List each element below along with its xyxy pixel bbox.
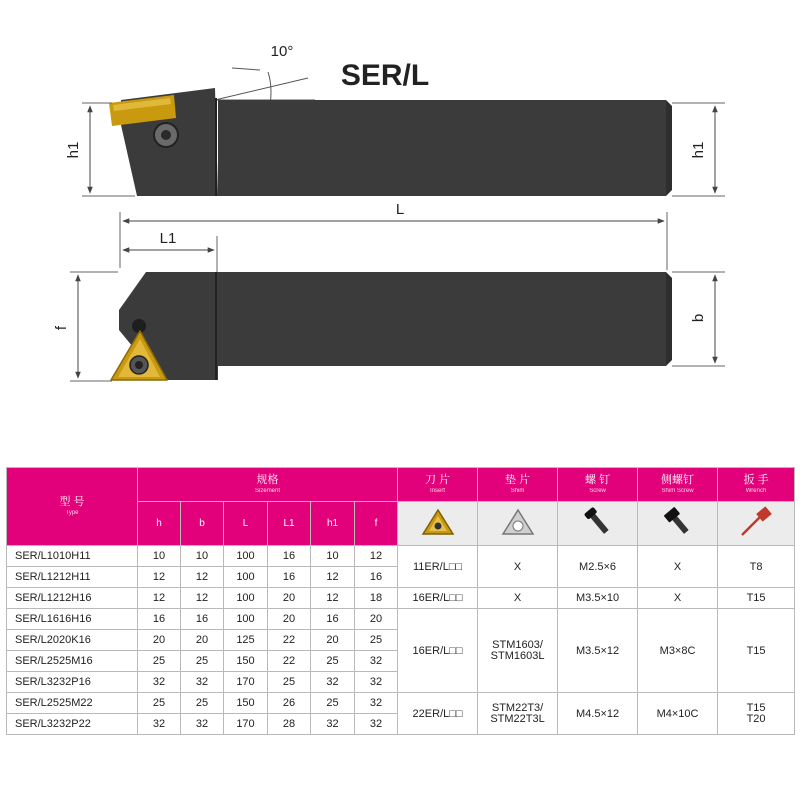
screw-icon <box>558 502 638 546</box>
shim-screw-header: 侧螺钉 Shim Screw <box>638 468 718 502</box>
table-row: SER/L2525M22 25 25 150 26 25 32 22ER/L□□ STM22T3/ STM22T3L M4.5×12 M4×10C T15 T20 <box>7 693 795 714</box>
angle-label: 10° <box>270 43 294 60</box>
col-L1: L1 <box>268 502 311 546</box>
top-view <box>53 272 725 381</box>
table-row: SER/L1212H11 12 12 100 16 12 16 <box>7 567 795 588</box>
shim-screw-icon <box>638 502 718 546</box>
table-row: SER/L1010H11 10 10 100 16 10 12 11ER/L□□ X M2.5×6 X T8 <box>7 546 795 567</box>
table-row: SER/L2525M16 25 25 150 22 25 32 <box>7 651 795 672</box>
table-row: SER/L1212H16 12 12 100 20 12 18 16ER/L□□ X M3.5×10 X T15 <box>7 588 795 609</box>
spec-header: 规格 Sizement <box>138 468 398 502</box>
drawing-title: SER/L <box>340 59 430 92</box>
wrench-icon <box>718 502 795 546</box>
insert-header: 刀 片 Insert <box>398 468 478 502</box>
spec-table <box>6 467 795 735</box>
table-row: SER/L3232P22 32 32 170 28 32 32 <box>7 714 795 735</box>
dim-f: f <box>53 325 70 331</box>
wrench-header: 扳 手 Wrench <box>718 468 795 502</box>
insert-icon <box>398 502 478 546</box>
dim-h1-left: h1 <box>65 141 82 159</box>
col-h1: h1 <box>311 502 355 546</box>
holder-shank-top <box>218 272 666 366</box>
type-header: 型 号 Type <box>7 468 138 546</box>
dim-L: L <box>395 201 405 218</box>
table-row: SER/L1616H16 16 16 100 20 16 20 16ER/L□□ STM1603/ STM1603L M3.5×12 M3×8C T15 <box>7 609 795 630</box>
table-row: SER/L3232P16 32 32 170 25 32 32 <box>7 672 795 693</box>
dim-b: b <box>690 313 707 323</box>
col-f: f <box>355 502 398 546</box>
col-L: L <box>224 502 268 546</box>
screw-header: 螺 钉 Screw <box>558 468 638 502</box>
col-h: h <box>138 502 181 546</box>
table-row: SER/L2020K16 20 20 125 22 20 25 <box>7 630 795 651</box>
dim-h1-right: h1 <box>690 141 707 159</box>
col-b: b <box>181 502 224 546</box>
shim-icon <box>478 502 558 546</box>
shim-header: 垫 片 Shim <box>478 468 558 502</box>
dim-L1: L1 <box>159 230 177 247</box>
holder-shank-side <box>218 100 666 196</box>
